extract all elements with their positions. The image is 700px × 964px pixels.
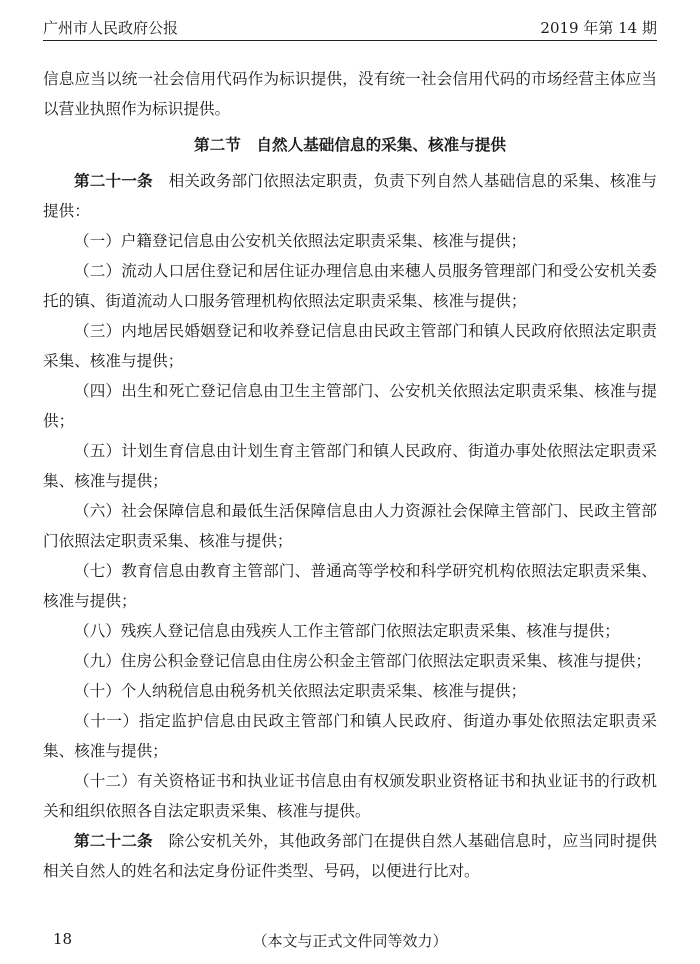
- article-21-number: 第二十一条: [74, 171, 153, 190]
- article-item-7: （七）教育信息由教育主管部门、普通高等学校和科学研究机构依照法定职责采集、核准与提供；: [43, 562, 657, 610]
- article-item-10: （十）个人纳税信息由税务机关依照法定职责采集、核准与提供；: [74, 682, 527, 700]
- article-item-1: （一）户籍登记信息由公安机关依照法定职责采集、核准与提供；: [74, 232, 527, 250]
- page-number: 18: [53, 930, 73, 948]
- article-item-5: （五）计划生育信息由计划生育主管部门和镇人民政府、街道办事处依照法定职责采集、核准与提供；: [43, 442, 657, 490]
- page-header: [43, 14, 657, 41]
- footer-validity-note: （本文与正式文件同等效力）: [252, 932, 448, 950]
- article-item-8: （八）残疾人登记信息由残疾人工作主管部门依照法定职责采集、核准与提供；: [74, 622, 620, 640]
- article-21: [43, 166, 657, 226]
- article-item-3: （三）内地居民婚姻登记和收养登记信息由民政主管部门和镇人民政府依照法定职责采集、核准与提供；: [43, 322, 657, 370]
- article-item-2: （二）流动人口居住登记和居住证办理信息由来穗人员服务管理部门和受公安机关委托的镇、街道流动人口服务管理机构依照法定职责采集、核准与提供；: [43, 262, 657, 310]
- article-item-9: （九）住房公积金登记信息由住房公积金主管部门依照法定职责采集、核准与提供；: [74, 652, 651, 670]
- section-title: 第二节 自然人基础信息的采集、核准与提供: [194, 135, 506, 154]
- article-22-text: 除公安机关外，其他政务部门在提供自然人基础信息时，应当同时提供相关自然人的姓名和法定身份证件类型、号码，以便进行比对。: [43, 832, 657, 880]
- article-item-4: （四）出生和死亡登记信息由卫生主管部门、公安机关依照法定职责采集、核准与提供；: [43, 382, 657, 430]
- document-body: [43, 64, 657, 886]
- article-22-number: 第二十二条: [74, 831, 153, 850]
- paragraph-continued: 信息应当以统一社会信用代码作为标识提供，没有统一社会信用代码的市场经营主体应当以营业执照作为标识提供。: [43, 70, 657, 118]
- article-item-12: （十二）有关资格证书和执业证书信息由有权颁发职业资格证书和执业证书的行政机关和组织依照各自法定职责采集、核准与提供。: [43, 772, 657, 820]
- header-issue-number: 2019 年第 14 期: [540, 18, 657, 37]
- article-22: [43, 826, 657, 886]
- article-item-11: （十一）指定监护信息由民政主管部门和镇人民政府、街道办事处依照法定职责采集、核准与提供；: [43, 712, 657, 760]
- article-21-text: 相关政务部门依照法定职责，负责下列自然人基础信息的采集、核准与提供：: [43, 172, 657, 220]
- article-item-6: （六）社会保障信息和最低生活保障信息由人力资源社会保障主管部门、民政主管部门依照法定职责采集、核准与提供；: [43, 502, 657, 550]
- header-publication-title: 广州市人民政府公报: [43, 18, 179, 37]
